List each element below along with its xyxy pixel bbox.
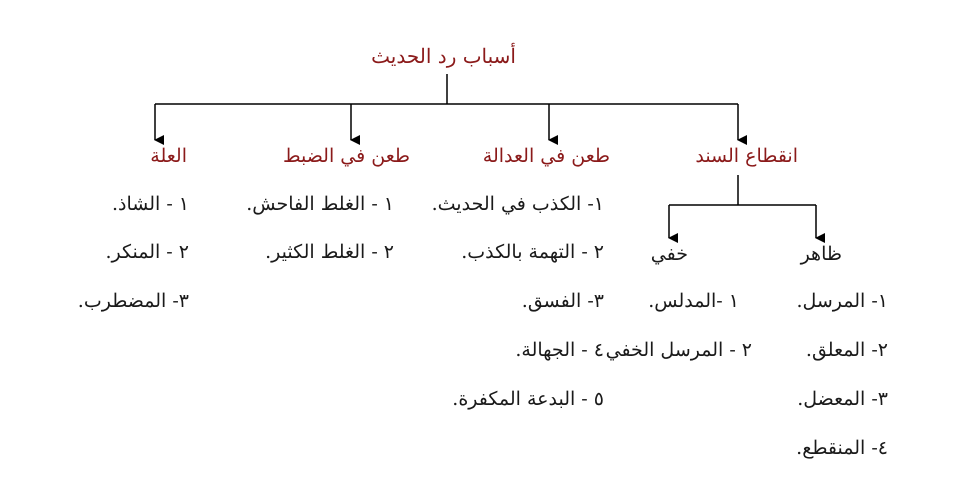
list-item: ١- المرسل. (796, 290, 888, 312)
list-item: ١- الكذب في الحديث. (431, 193, 604, 215)
list-item: ٢ - الغلط الكثير. (265, 241, 394, 263)
list-item: ٢ - المرسل الخفي (605, 339, 752, 361)
heading-khafi: خفي (650, 243, 688, 265)
list-item: ٢- المعلق. (805, 339, 888, 361)
heading-adala: طعن في العدالة (482, 145, 610, 167)
heading-dabt: طعن في الضبط (282, 145, 410, 167)
list-item: ١ - الغلط الفاحش. (246, 193, 394, 215)
root-title: أسباب رد الحديث (371, 44, 516, 68)
list-item: ٥ - البدعة المكفرة. (452, 388, 604, 410)
list-item: ١ - الشاذ. (111, 193, 189, 215)
list-item: ٣- المعضل. (797, 388, 888, 410)
list-item: ٤ - الجهالة. (515, 339, 604, 361)
list-item: ٤- المنقطع. (796, 437, 888, 459)
heading-zahir: ظاهر (800, 243, 842, 265)
list-item: ٣- المضطرب. (77, 290, 189, 312)
list-item: ٢ - التهمة بالكذب. (461, 241, 604, 263)
list-item: ٣- الفسق. (521, 290, 604, 312)
list-item: ١ -المدلس. (648, 290, 739, 312)
heading-illa: العلة (150, 145, 187, 167)
list-item: ٢ - المنكر. (105, 241, 189, 263)
heading-inqita: انقطاع السند (695, 145, 798, 167)
